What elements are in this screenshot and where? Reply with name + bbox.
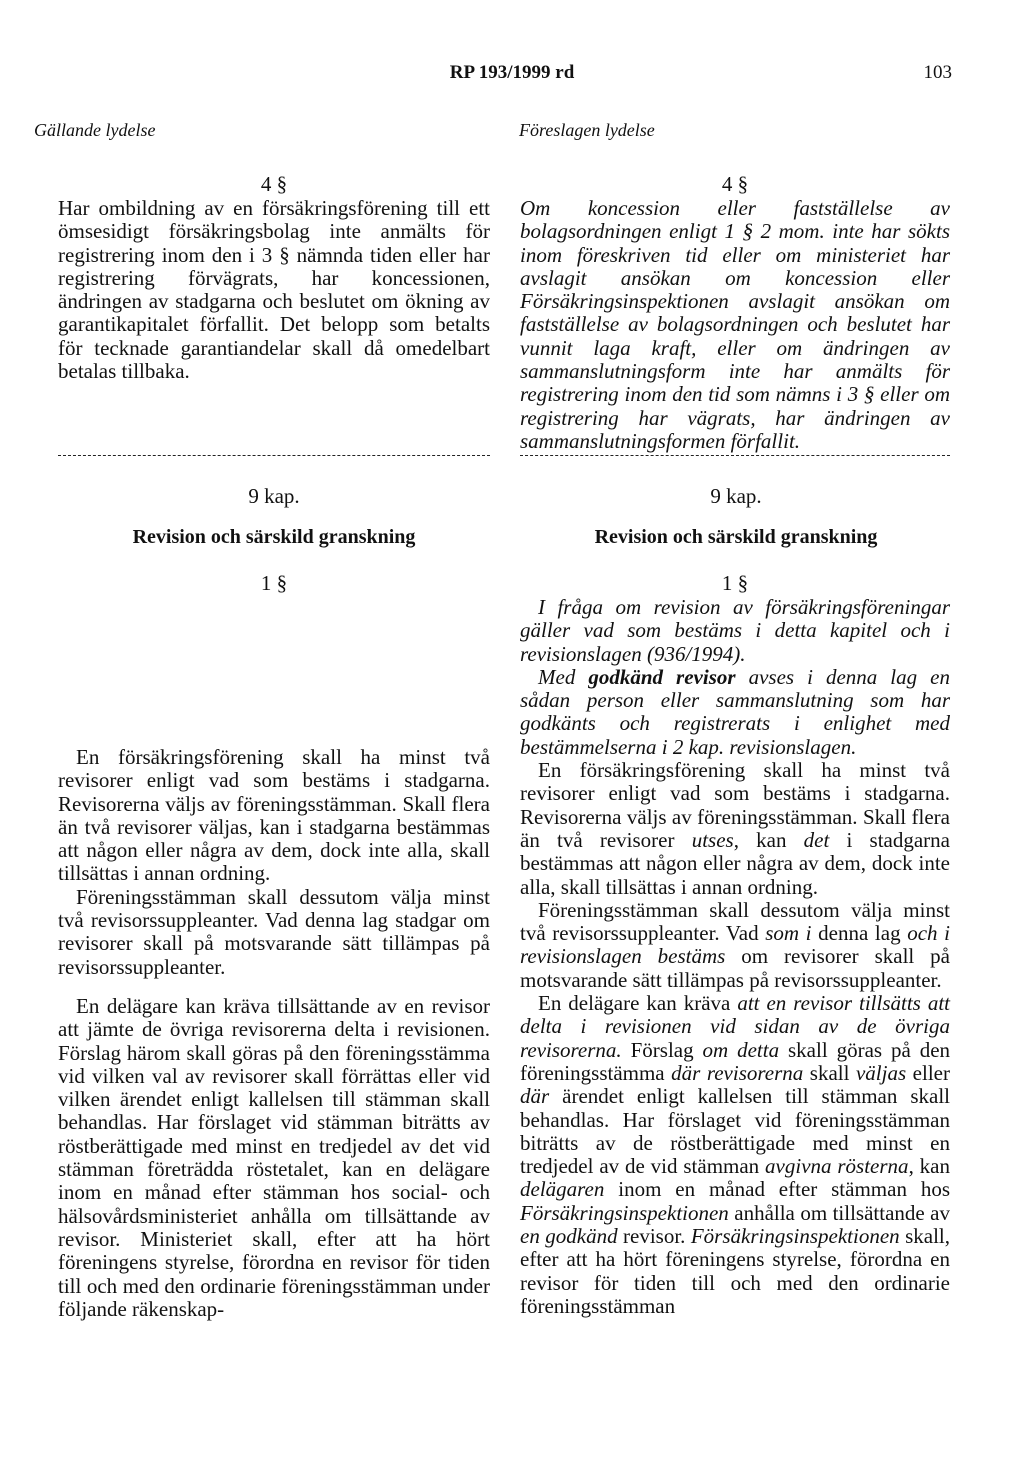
text-run: väljas (855, 1060, 907, 1085)
paragraph (520, 992, 950, 1318)
text-run: ärendet enligt kallelsen till stämman skall behandlas. Har förslaget vid föreningsstämman biträtts av de röstberättigade med minst en tredjedel av de vid stämman (520, 1084, 950, 1179)
chapter-number: 9 kap. (710, 484, 762, 508)
left-section-4 (58, 171, 490, 383)
text-run: revisor. (617, 1224, 691, 1249)
text-run: Försäkringsinspektionen (690, 1224, 900, 1249)
paragraph: En försäkringsförening skall ha minst två revisorer enligt vad som bestäms i stadgarna. Revisorerna väljs av föreningsstämman. Skall flera än två revisorer väljas, kan i stadgarna bestämmas att någon eller några av dem, dock inte alla, skall tillsättas i annan ordning. (58, 745, 490, 886)
section-number: 1 § (721, 571, 749, 595)
paragraph (520, 759, 950, 899)
text-run: en godkänd (520, 1224, 618, 1249)
text-run: som i (765, 921, 812, 946)
text-run: i stadgarna bestämmas att någon eller några av dem, dock inte alla, skall tillsättas i annan ordning. (520, 827, 950, 899)
text-run: om revisorer skall på motsvarande sätt tillämpas på revisorssuppleanter. (520, 944, 950, 992)
text-run: En delägare kan kräva (538, 991, 738, 1016)
text-run: om detta (702, 1037, 780, 1062)
chapter-number: 9 kap. (248, 484, 300, 508)
text-run: eller (906, 1060, 950, 1085)
section-number: 1 § (260, 571, 288, 595)
emphasized-term: godkänd revisor (588, 664, 736, 689)
text-run: , kan (733, 827, 804, 852)
section-number: 4 § (721, 172, 749, 196)
text-run: det (803, 827, 830, 852)
text-run: avgivna rösterna (765, 1154, 909, 1179)
text-run: skall (803, 1060, 856, 1085)
paragraph (520, 899, 950, 992)
current-wording-heading: Gällande lydelse (34, 120, 156, 140)
paragraph: En delägare kan kräva tillsättande av en revisor att jämte de övriga revisorerna delta i revisionen. Förslag härom skall göras på den föreningsstämma vid vilken val av revisorer skall förrättas eller vid vilken ärendet enligt kallelsen till stämman skall behandlas. Har förslaget vid stämman biträtts av röstberättigade med minst en tredjedel av det vid stämman företrädda röstetalet, kan en delägare inom en månad efter stämman hos social- och hälsovårdsministeriet anhålla om tillsättande av revisor. Ministeriet skall, efter att ha hört föreningens styrelse, förordna en revisor för tiden till och med den ordinarie föreningsstämman under följande räkenskap- (58, 993, 490, 1321)
text-run: , kan (908, 1154, 950, 1179)
left-section-1-body (58, 746, 490, 1321)
text-run: där revisorerna (671, 1060, 804, 1085)
document-header: RP 193/1999 rd (449, 62, 575, 83)
paragraph: Om koncession eller fastställelse av bolagsordningen enligt 1 § 2 mom. inte har sökts inom föreskriven tid eller om ministeriet har avslagit ansökan om koncession eller Försäkringsinspektionen avslagit ansökan om fastställelse av bolagsordningen och beslutet har vunnit laga kraft, eller om ändringen av sammanslutningsform inte har anmälts för registrering inom den tid som nämns i 3 § eller om registrering har vägrats, har ändringen av sammanslutningsformen förfallit. (520, 196, 950, 453)
page-number: 103 (923, 62, 952, 83)
proposed-wording-heading: Föreslagen lydelse (519, 120, 655, 140)
text-run: Förslag (621, 1037, 703, 1062)
text-run: avses i denna lag en sådan person eller sammanslutning som har godkänts och registrerats i enlighet med bestämmelserna i 2 kap. revisionslagen. (520, 664, 950, 759)
text-run: denna lag (811, 921, 908, 946)
text-run: En försäkringsförening skall ha minst två revisorer enligt vad som bestäms i stadgarna. Revisorerna väljs av föreningsstämman. Skall flera än två revisorer (520, 758, 950, 852)
text-run: utses (691, 827, 734, 852)
chapter-title: Revision och särskild granskning (132, 526, 416, 548)
left-section-1 (58, 570, 490, 596)
omission-divider (520, 455, 950, 456)
chapter-title: Revision och särskild granskning (594, 526, 878, 548)
text-run: Med (538, 664, 589, 689)
right-section-4 (520, 171, 950, 453)
section-number: 4 § (260, 172, 288, 196)
text-run: Föreningsstämman skall dessutom välja minst två revisorssuppleanter. Vad (520, 897, 950, 946)
text-run: och i revisionslagen bestäms (520, 921, 951, 969)
text-run: inom en månad efter stämman hos (604, 1177, 950, 1202)
paragraph: Har ombildning av en försäkringsförening till ett ömsesidigt försäkringsbolag inte anmälts för registrering inom den i 3 § nämnda tiden eller har registrering förvägrats, har koncessionen, ändringen av stadgarna och beslutet om ökning av garantikapitalet förfallit. Det belopp som betalts för tecknade garantiandelar skall då omedelbart betalas tillbaka. (58, 196, 490, 384)
omission-divider (58, 455, 490, 456)
text-run: anhålla om tillsättande av (728, 1200, 950, 1225)
right-section-1 (520, 570, 950, 1318)
text-run: delägaren (520, 1177, 605, 1202)
paragraph: I fråga om revision av försäkringsföreningar gäller vad som bestäms i detta kapitel och i revisionslagen (936/1994). (520, 595, 950, 666)
text-run: Försäkringsinspektionen (520, 1200, 729, 1225)
paragraph: Föreningsstämman skall dessutom välja minst två revisorssuppleanter. Vad denna lag stadgar om revisorer skall på motsvarande sätt tillämpas på revisorssuppleanter. (58, 884, 490, 979)
text-run: skall göras på den föreningsstämma (520, 1037, 951, 1085)
text-run: att en revisor tillsätts att delta i revisionen vid sidan av de övriga revisorerna. (520, 991, 950, 1062)
text-run: där (520, 1084, 550, 1109)
text-run: skall, efter att ha hört föreningens styrelse, förordna en revisor för tiden till och med den ordinarie föreningsstämman (520, 1224, 950, 1318)
paragraph (520, 666, 950, 759)
